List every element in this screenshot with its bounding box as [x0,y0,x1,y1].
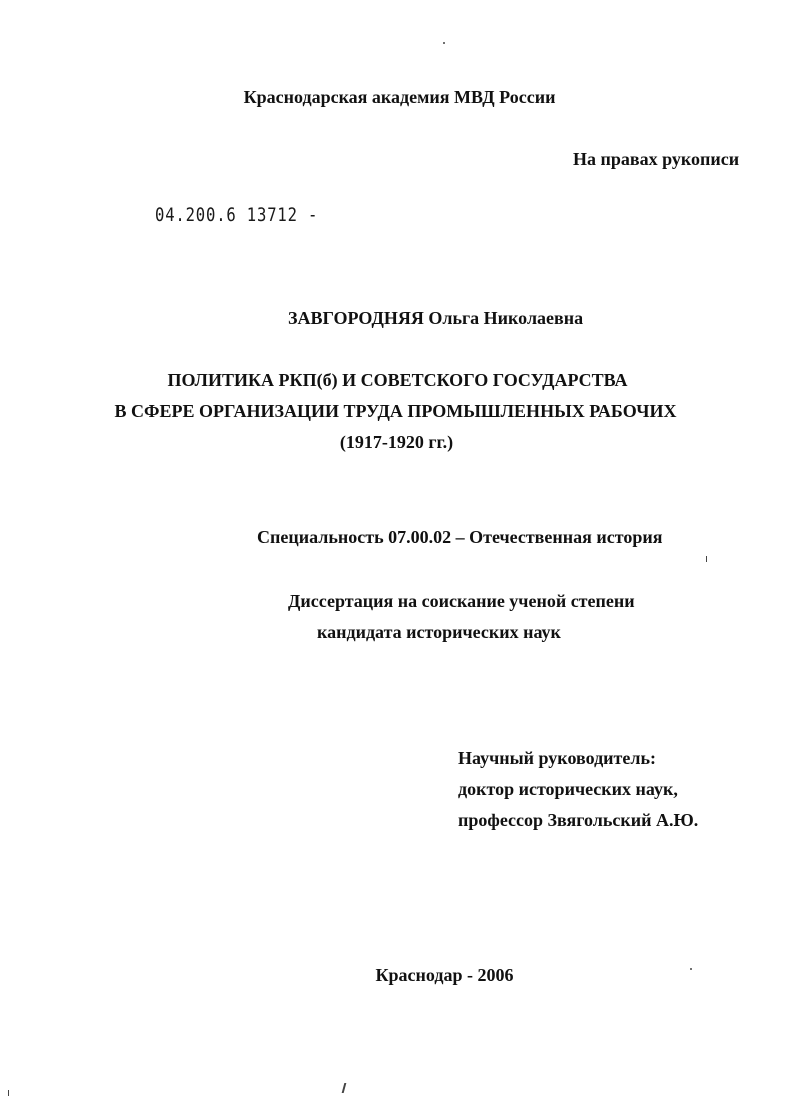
supervisor-label: Научный руководитель: [458,748,656,768]
supervisor-degree: доктор исторических наук, [458,779,678,799]
institution-name: Краснодарская академия МВД России [243,87,556,107]
degree-line-2: кандидата исторических наук [317,622,561,642]
specialty-line: Специальность 07.00.02 – Отечественная история [257,527,663,547]
scan-speck [690,968,692,970]
degree-line-1: Диссертация на соискание ученой степени [288,591,635,611]
author-name: ЗАВГОРОДНЯЯ Ольга Николаевна [288,308,584,328]
city-year: Краснодар - 2006 [375,965,514,985]
scan-speck [706,556,707,562]
title-line-2: В СФЕРЕ ОРГАНИЗАЦИИ ТРУДА ПРОМЫШЛЕННЫХ РАБОЧИХ [114,401,677,421]
catalog-number-stamp: 04.200.6 13712 - [155,204,319,226]
title-line-1: ПОЛИТИКА РКП(б) И СОВЕТСКОГО ГОСУДАРСТВА [167,370,628,390]
scan-speck [443,42,445,44]
supervisor-name: профессор Звягольский А.Ю. [458,810,699,830]
scan-speck [8,1090,9,1096]
scan-speck [342,1083,347,1093]
manuscript-rights-note: На правах рукописи [573,149,740,169]
title-line-3: (1917-1920 гг.) [339,432,454,452]
